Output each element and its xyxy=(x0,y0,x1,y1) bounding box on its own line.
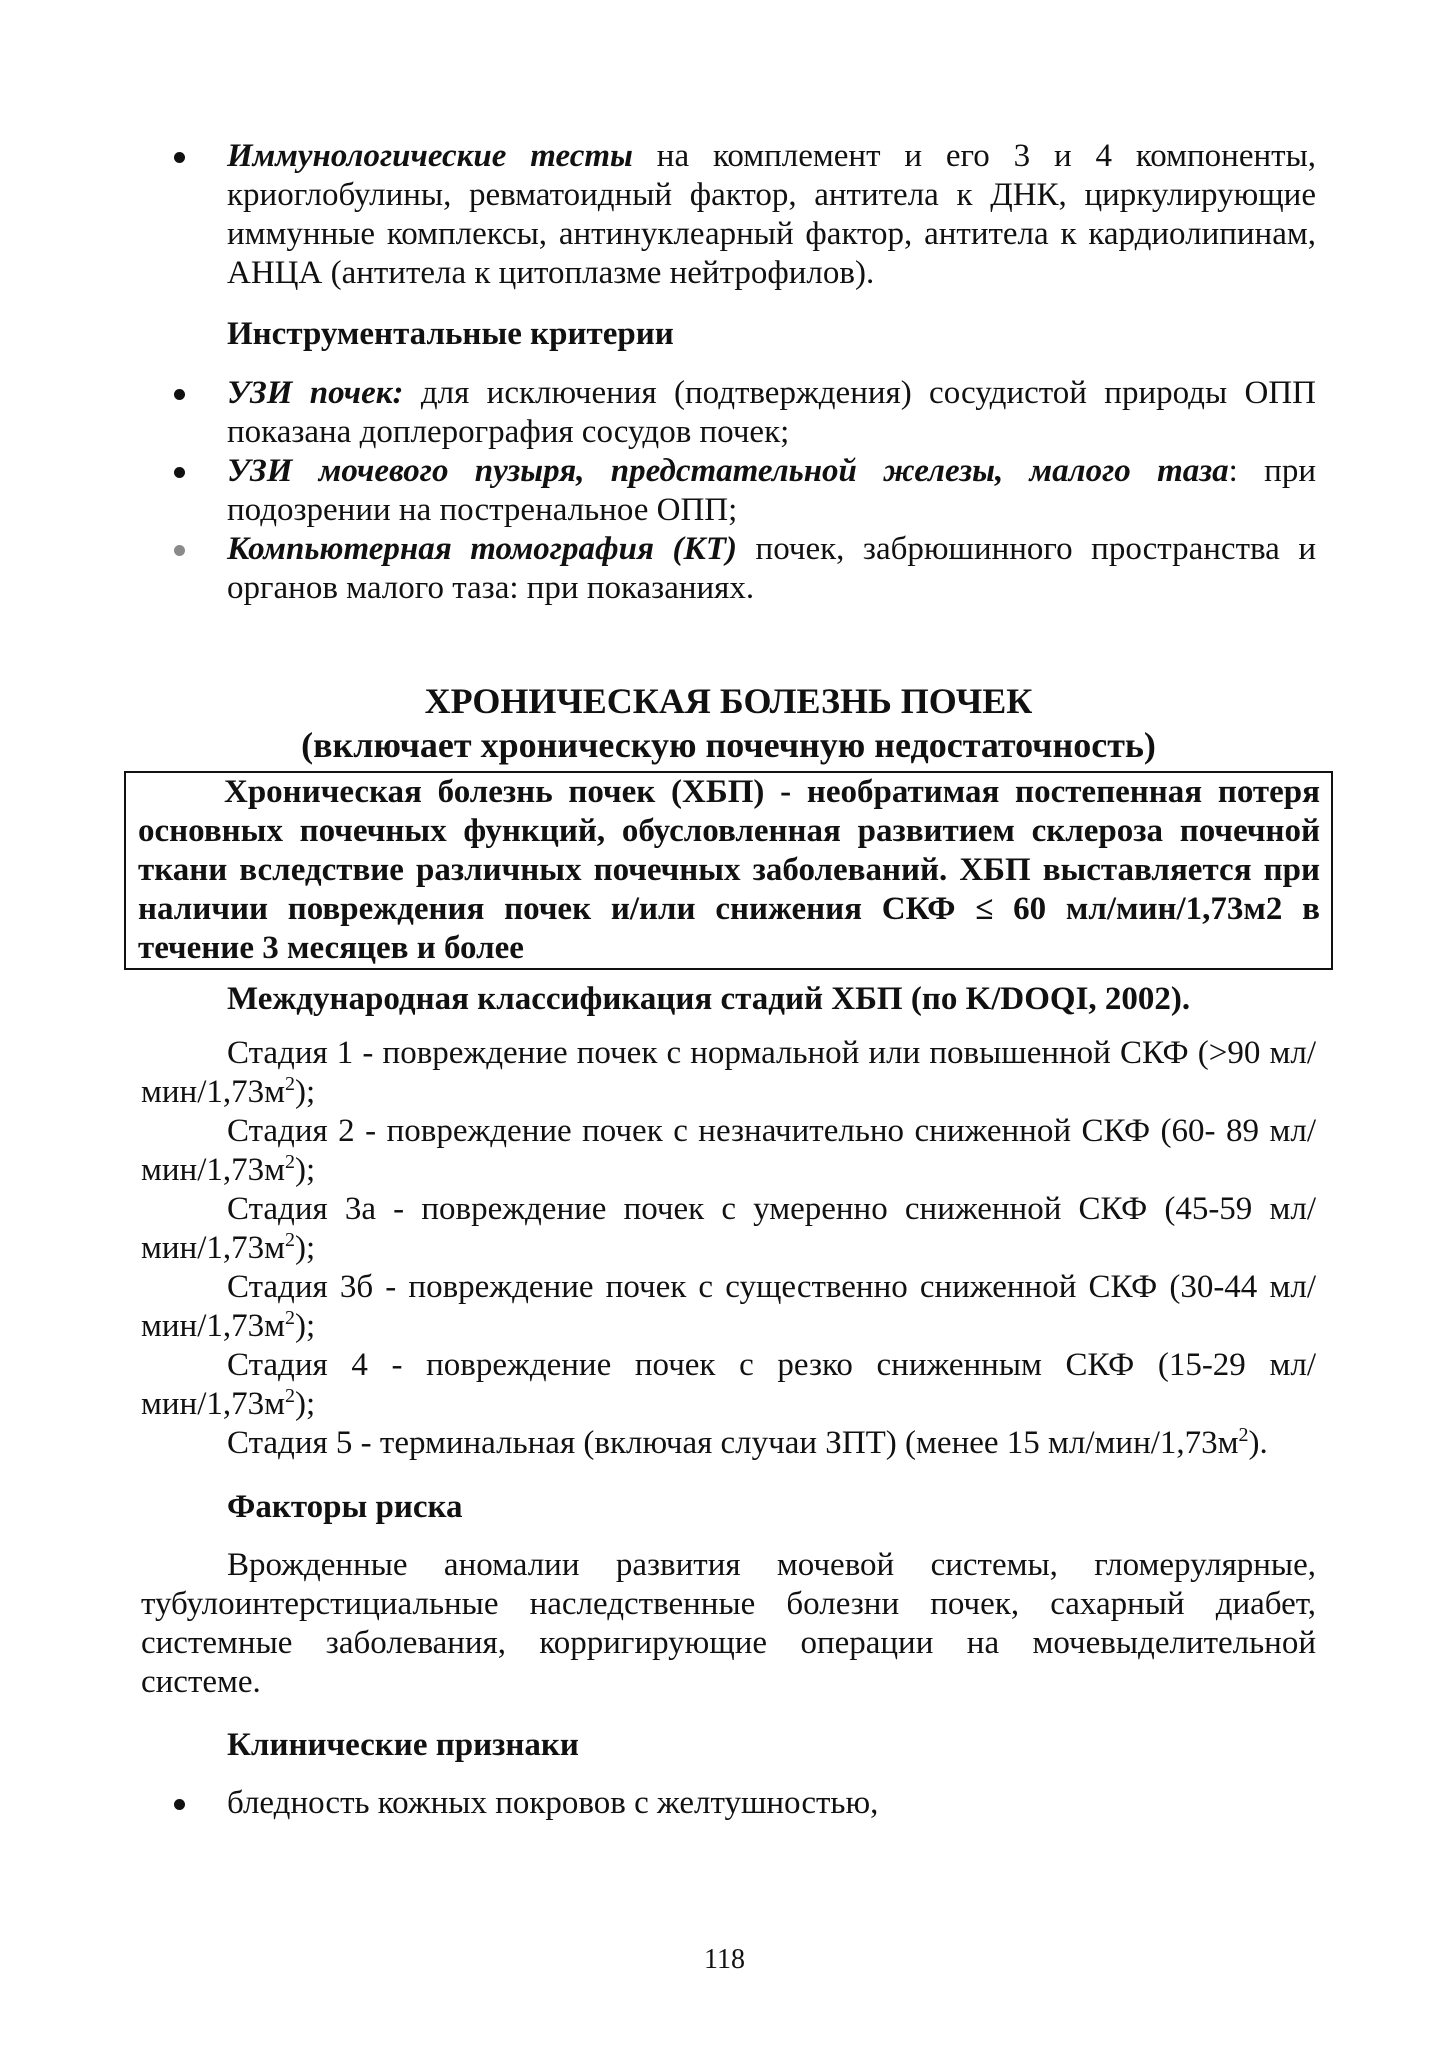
superscript: 2 xyxy=(285,1151,296,1173)
stage-item xyxy=(141,1424,1316,1463)
stage-tail: ); xyxy=(295,1230,316,1266)
stage-tail: ). xyxy=(1248,1425,1268,1461)
list-item-text: на комплемент и его 3 и 4 компоненты, криоглобулины, ревматоидный фактор, антитела к ДНК, циркулирующие иммунные комплексы, антинуклеарный фактор, антитела к кардиолипинам, АНЦА (антитела к цитоплазме нейтрофилов). xyxy=(227,138,1316,291)
list-item xyxy=(141,1784,1316,1823)
list-item-text: для исключения (подтверждения) сосудистой природы ОПП показана доплерография сосудов почек; xyxy=(227,375,1316,450)
list-item-text: почек, забрюшинного пространства и органов малого таза: при показаниях. xyxy=(227,531,1316,606)
page-content xyxy=(138,137,1320,1823)
bullet-icon xyxy=(174,1799,185,1810)
superscript: 2 xyxy=(1238,1424,1249,1446)
bullet-icon xyxy=(174,152,185,163)
clinical-heading: Клинические признаки xyxy=(227,1727,579,1763)
list-item xyxy=(141,452,1316,530)
stage-tail: ); xyxy=(295,1074,316,1110)
classification-heading: Международная классификация стадий ХБП (по K/DOQI, 2002). xyxy=(227,981,1191,1017)
instrumental-list xyxy=(141,374,1316,608)
definition-box xyxy=(124,771,1333,970)
list-item xyxy=(141,137,1316,293)
stage-item xyxy=(141,1346,1316,1424)
bullet-icon xyxy=(174,389,185,400)
stage-tail: ); xyxy=(295,1152,316,1188)
page-number: 118 xyxy=(704,1944,745,1975)
list-item-text: : при подозрении на постренальное ОПП; xyxy=(227,453,1316,528)
superscript: 2 xyxy=(285,1073,296,1095)
bullet-icon xyxy=(174,467,185,478)
list-item-term: Иммунологические тесты xyxy=(227,138,633,174)
stage-text: Стадия 5 - терминальная (включая случаи ЗПТ) (менее 15 мл/мин/1,73м xyxy=(227,1425,1239,1461)
list-item xyxy=(141,374,1316,452)
stage-text: Стадия 2 - повреждение почек с незначительно сниженной СКФ (60- 89 мл/мин/1,73м xyxy=(141,1113,1316,1188)
stage-item xyxy=(141,1112,1316,1190)
superscript: 2 xyxy=(285,1229,296,1251)
superscript: 2 xyxy=(285,1307,296,1329)
stage-text: Стадия 1 - повреждение почек с нормальной или повышенной СКФ (>90 мл/мин/1,73м xyxy=(141,1035,1316,1110)
stage-list xyxy=(141,1034,1316,1463)
list-item xyxy=(141,530,1316,608)
clinical-list xyxy=(141,1784,1316,1823)
definition-text: Хроническая болезнь почек (ХБП) - необратимая постепенная потеря основных почечных функций, обусловленная развитием склероза почечной ткани вследствие различных почечных заболеваний. ХБП выставляется при наличии повреждения почек и/или снижения СКФ ≤ 60 мл/мин/1,73м2 в течение 3 месяцев и более xyxy=(138,774,1320,966)
list-item-term: Компьютерная томография (КТ) xyxy=(227,531,738,567)
stage-item xyxy=(141,1190,1316,1268)
list-item-term: УЗИ мочевого пузыря, предстательной железы, малого таза xyxy=(227,453,1229,489)
bullet-icon xyxy=(174,545,185,556)
superscript: 2 xyxy=(285,1385,296,1407)
immunology-list xyxy=(141,137,1316,293)
risk-text: Врожденные аномалии развития мочевой системы, гломерулярные, тубулоинтерстициальные наследственные болезни почек, сахарный диабет, системные заболевания, корригирующие операции на мочевыделительной системе. xyxy=(141,1547,1316,1700)
section-title: ХРОНИЧЕСКАЯ БОЛЕЗНЬ ПОЧЕК xyxy=(424,681,1033,721)
stage-text: Стадия 4 - повреждение почек с резко сниженным СКФ (15-29 мл/мин/1,73м xyxy=(141,1347,1316,1422)
risk-heading: Факторы риска xyxy=(227,1489,463,1525)
list-item-text: бледность кожных покровов с желтушностью, xyxy=(227,1785,879,1821)
instrumental-heading: Инструментальные критерии xyxy=(227,316,674,352)
section-subtitle: (включает хроническую почечную недостаточность) xyxy=(301,725,1156,765)
stage-tail: ); xyxy=(295,1386,316,1422)
stage-tail: ); xyxy=(295,1308,316,1344)
stage-text: Стадия 3б - повреждение почек с существенно сниженной СКФ (30-44 мл/мин/1,73м xyxy=(141,1269,1316,1344)
list-item-term: УЗИ почек: xyxy=(227,375,404,411)
stage-item xyxy=(141,1268,1316,1346)
stage-text: Стадия 3а - повреждение почек с умеренно сниженной СКФ (45-59 мл/мин/1,73м xyxy=(141,1191,1316,1266)
stage-item xyxy=(141,1034,1316,1112)
